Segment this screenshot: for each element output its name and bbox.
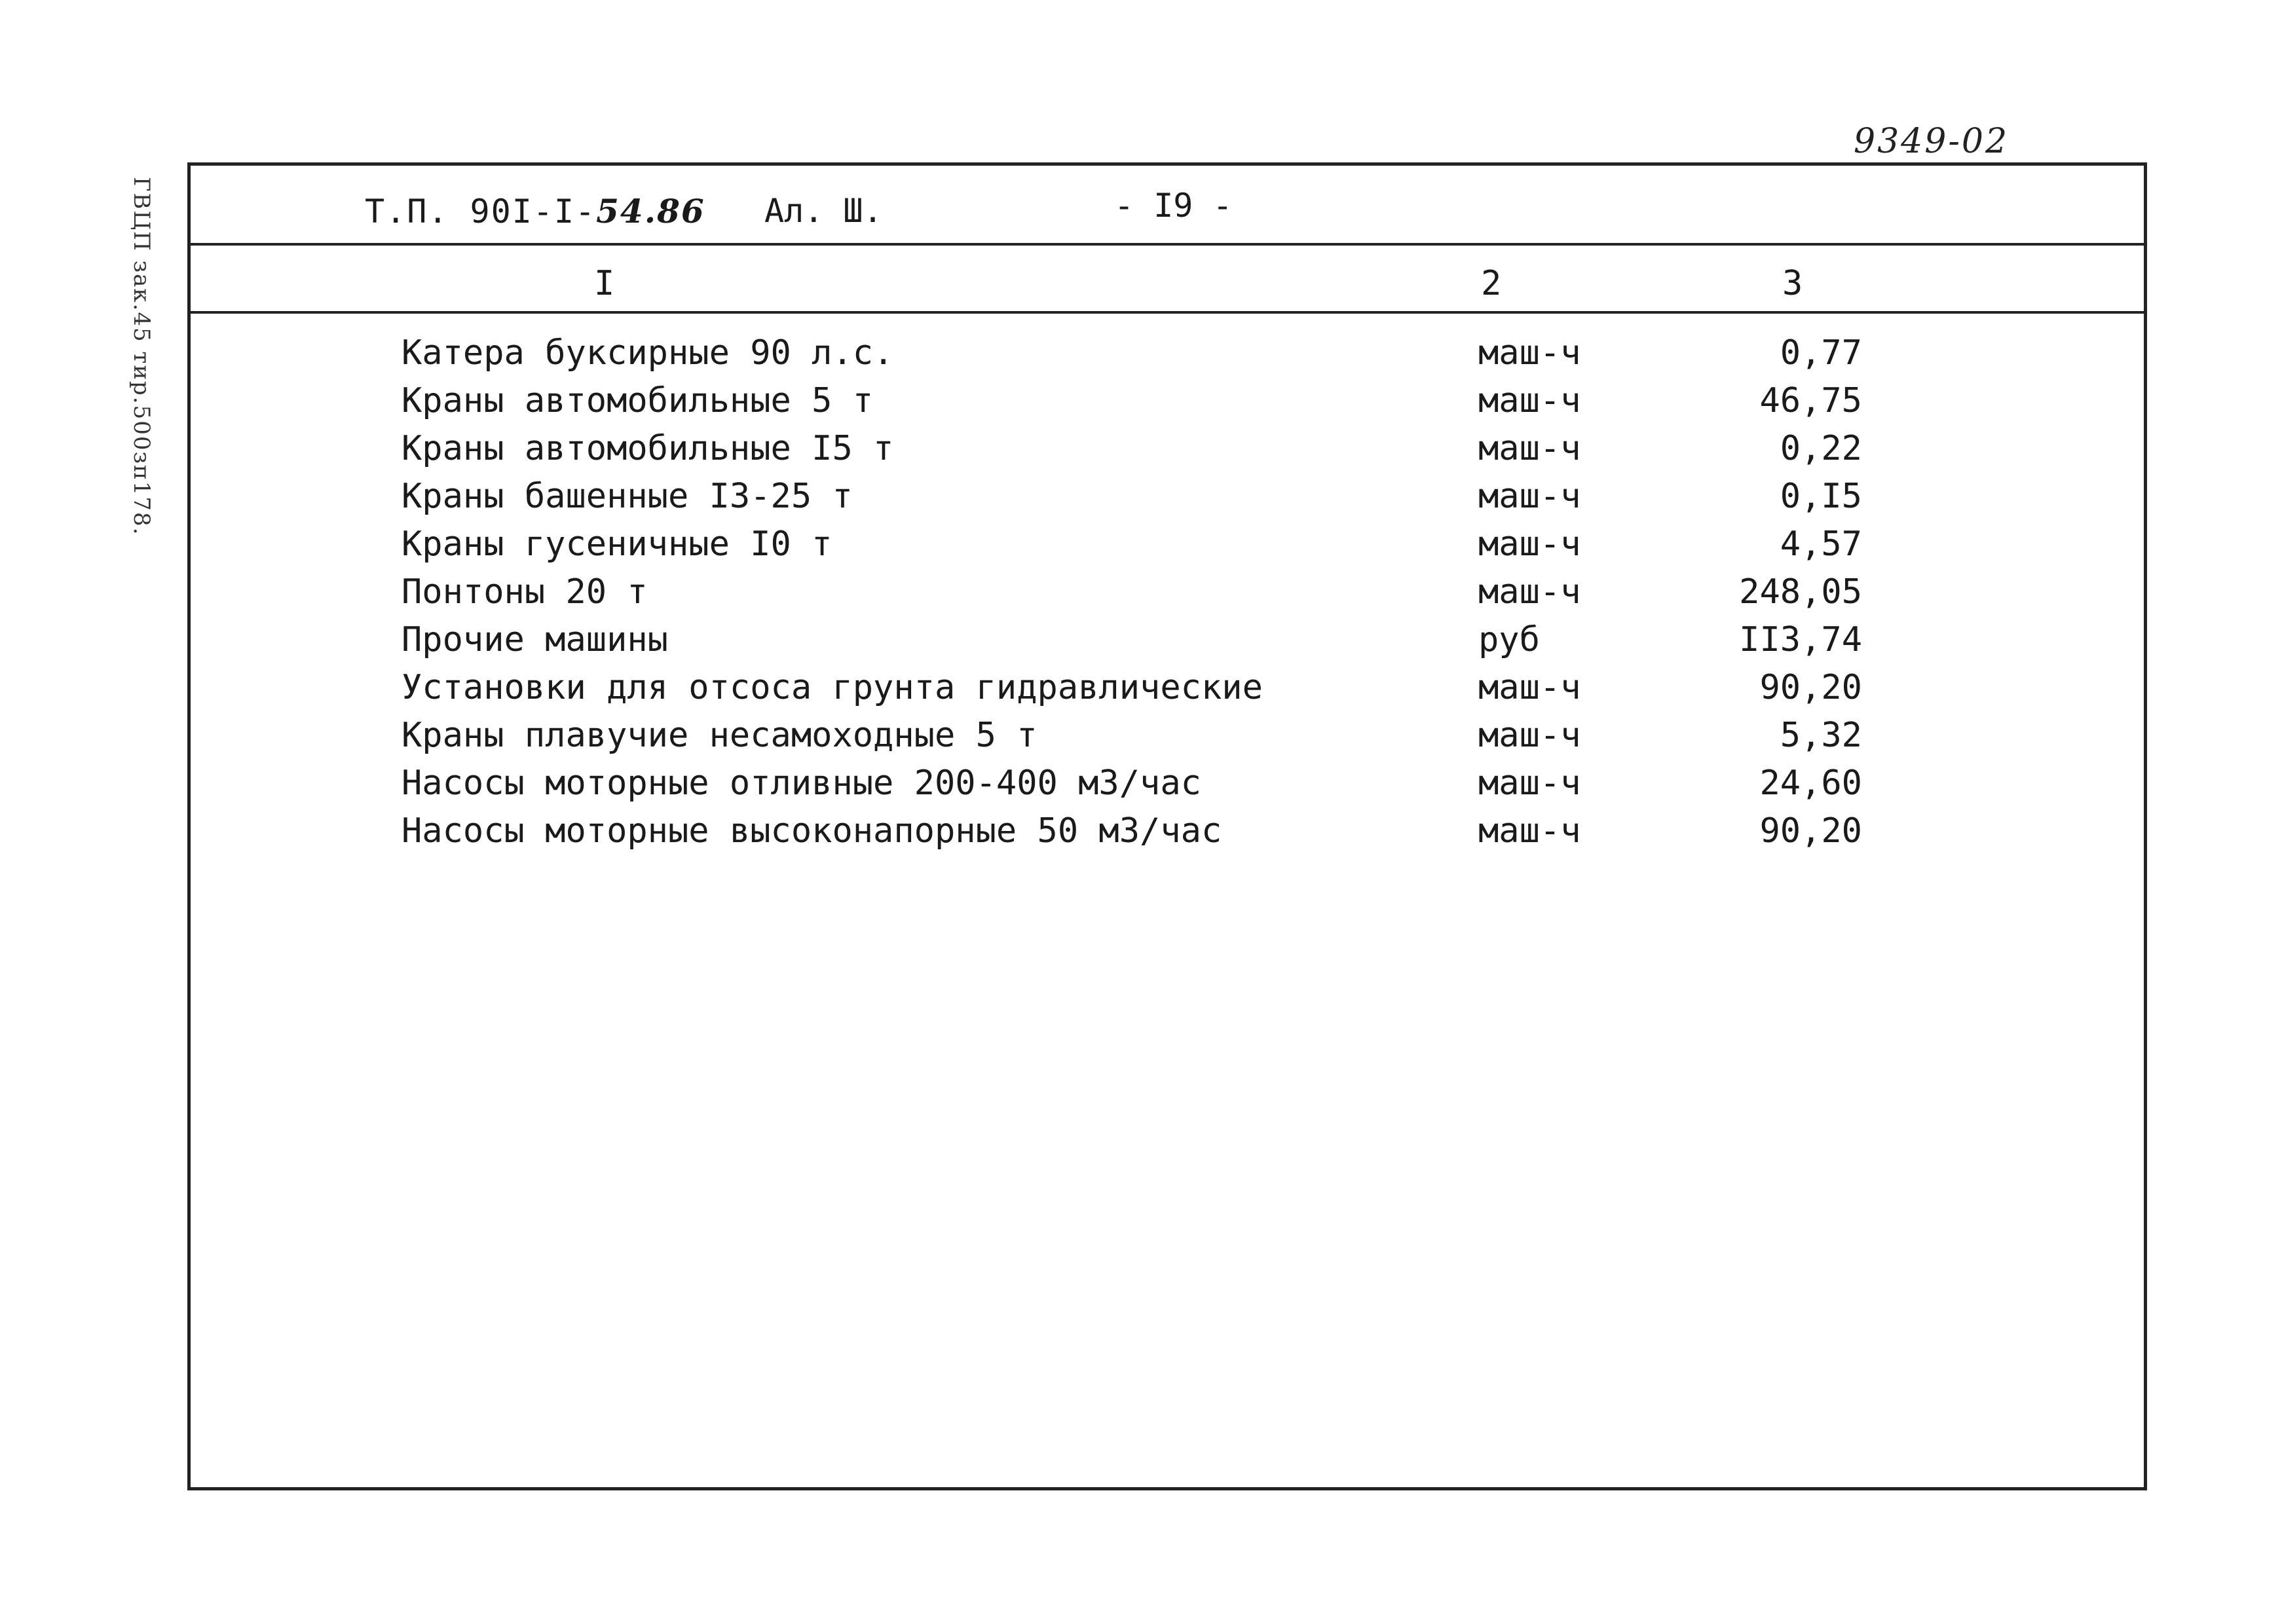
- unit: маш-ч: [1478, 333, 1581, 373]
- unit: руб: [1478, 620, 1540, 659]
- unit: маш-ч: [1478, 764, 1581, 803]
- machine-name: Понтоны 20 т: [402, 572, 648, 612]
- table-row: [191, 329, 2144, 377]
- unit: маш-ч: [1478, 525, 1581, 564]
- table-row: [191, 473, 2144, 521]
- column-header-2: 2: [1481, 264, 1502, 303]
- header-row: [191, 166, 2144, 246]
- value: 90,20: [1759, 668, 1862, 707]
- table-row: [191, 521, 2144, 568]
- table-row: [191, 664, 2144, 712]
- unit: маш-ч: [1478, 811, 1581, 851]
- machine-name: Краны плавучие несамоходные 5 т: [402, 716, 1038, 755]
- unit: маш-ч: [1478, 572, 1581, 612]
- value: 46,75: [1759, 381, 1862, 420]
- value: 90,20: [1759, 811, 1862, 851]
- machine-name: Краны башенные I3-25 т: [402, 477, 853, 516]
- machine-name: Краны гусеничные I0 т: [402, 525, 832, 564]
- album-label: Ал. Ш.: [764, 192, 883, 230]
- machine-name: Насосы моторные высоконапорные 50 м3/час: [402, 811, 1222, 851]
- project-code-handwritten: 54.86: [596, 192, 705, 231]
- table-row: [191, 568, 2144, 616]
- value: 0,I5: [1780, 477, 1862, 516]
- value: 0,22: [1780, 429, 1862, 468]
- machine-name: Установки для отсоса грунта гидравлические: [402, 668, 1263, 707]
- unit: маш-ч: [1478, 716, 1581, 755]
- unit: маш-ч: [1478, 429, 1581, 468]
- machine-name: Краны автомобильные I5 т: [402, 429, 894, 468]
- table-row: [191, 377, 2144, 425]
- table-row: [191, 616, 2144, 664]
- value: 5,32: [1780, 716, 1862, 755]
- table-row: [191, 712, 2144, 760]
- project-code-prefix: Т.П. 90I-I-: [365, 193, 597, 231]
- table-row: [191, 760, 2144, 807]
- table-row: [191, 425, 2144, 473]
- document-number: 9349-02: [1854, 122, 2010, 161]
- machine-name: Прочие машины: [402, 620, 668, 659]
- project-code: [365, 192, 705, 231]
- column-headers: [191, 251, 2144, 314]
- table-body: [191, 329, 2144, 855]
- value: II3,74: [1739, 620, 1862, 659]
- machine-name: Катера буксирные 90 л.с.: [402, 333, 894, 373]
- value: 248,05: [1739, 572, 1862, 612]
- page-frame: [187, 162, 2147, 1490]
- machine-name: Краны автомобильные 5 т: [402, 381, 874, 420]
- value: 0,77: [1780, 333, 1862, 373]
- unit: маш-ч: [1478, 477, 1581, 516]
- machine-name: Насосы моторные отливные 200-400 м3/час: [402, 764, 1201, 803]
- value: 4,57: [1780, 525, 1862, 564]
- table-row: [191, 807, 2144, 855]
- unit: маш-ч: [1478, 668, 1581, 707]
- unit: маш-ч: [1478, 381, 1581, 420]
- value: 24,60: [1759, 764, 1862, 803]
- page-number: - I9 -: [1114, 187, 1233, 225]
- column-header-3: 3: [1782, 264, 1803, 303]
- column-header-1: I: [594, 264, 615, 303]
- print-run-note: ГВЦП зак.45 тир.500зп178.: [128, 177, 155, 536]
